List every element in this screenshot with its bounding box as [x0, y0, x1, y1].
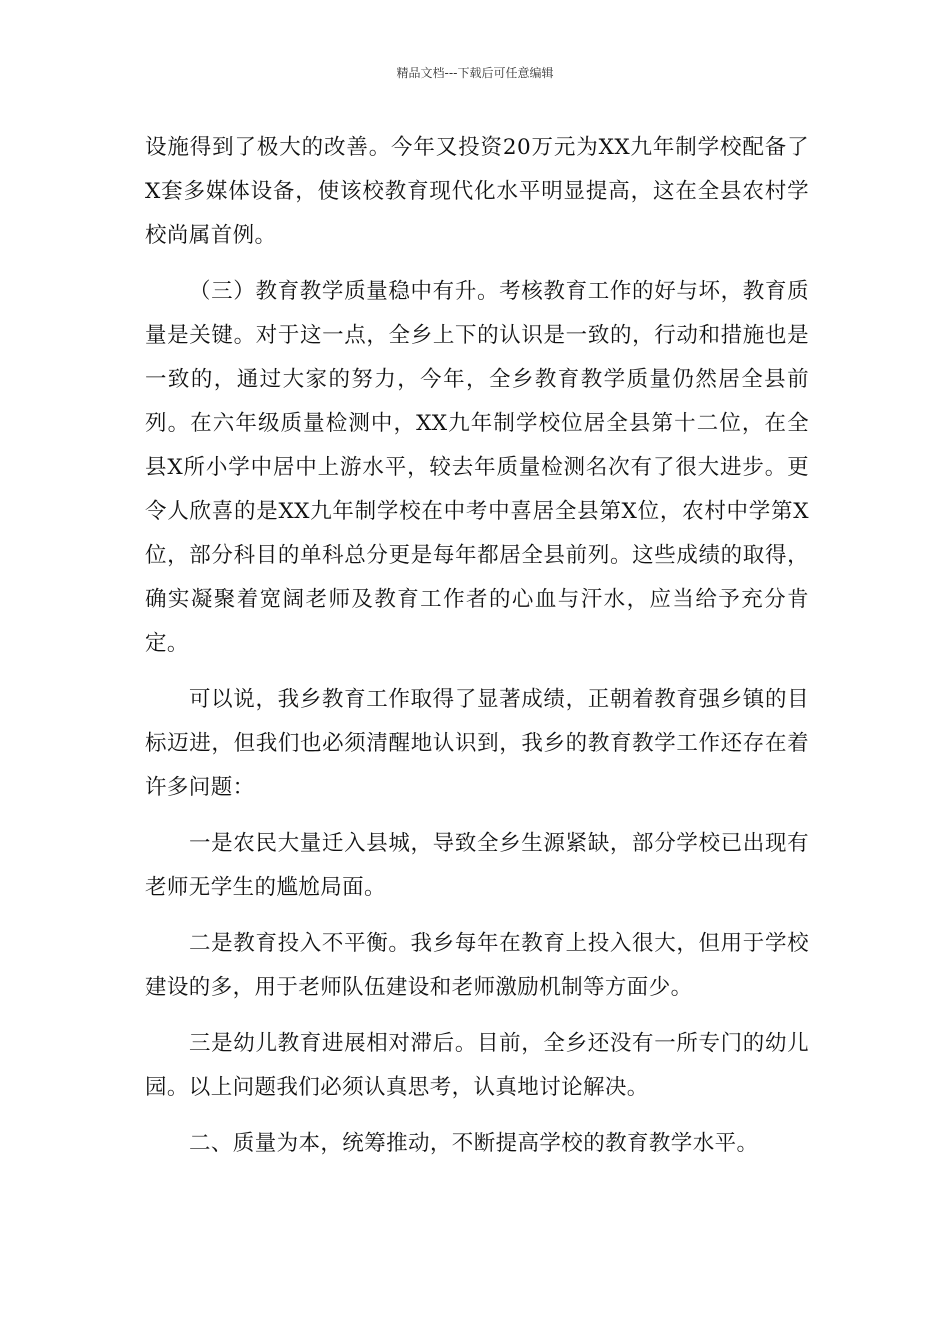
paragraph-continuation: 设施得到了极大的改善。今年又投资20万元为XX九年制学校配备了X套多媒体设备，使该校教育现代化水平明显提高，这在全县农村学校尚属首例。 — [145, 135, 809, 248]
section-heading: 二、质量为本，统筹推动，不断提高学校的教育教学水平。 — [189, 1131, 759, 1156]
paragraph-problem-3: 三是幼儿教育进展相对滞后。目前，全乡还没有一所专门的幼儿园。以上问题我们必须认真思考，认真地讨论解决。 — [145, 1031, 809, 1100]
paragraph-problem-2: 二是教育投入不平衡。我乡每年在教育上投入很大，但用于学校建设的多，用于老师队伍建设和老师激励机制等方面少。 — [145, 931, 809, 1000]
paragraph-quality: （三）教育教学质量稳中有升。考核教育工作的好与坏，教育质量是关键。对于这一点，全乡上下的认识是一致的，行动和措施也是一致的，通过大家的努力，今年，全乡教育教学质量仍然居全县前列。在六年级质量检测中，XX九年制学校位居全县第十二位，在全县X所小学中居中上游水平，较去年质量检测名次有了很大进步。更令人欣喜的是XX九年制学校在中考中喜居全县第X位，农村中学第X位，部分科目的单科总分更是每年都居全县前列。这些成绩的取得，确实凝聚着宽阔老师及教育工作者的心血与汗水，应当给予充分肯定。 — [145, 279, 809, 656]
document-body — [145, 126, 809, 1166]
paragraph-problem-1: 一是农民大量迁入县城，导致全乡生源紧缺，部分学校已出现有老师无学生的尴尬局面。 — [145, 831, 809, 900]
page-header: 精品文档---下载后可任意编辑 — [396, 66, 554, 80]
paragraph-problems-intro: 可以说，我乡教育工作取得了显著成绩，正朝着教育强乡镇的目标迈进，但我们也必须清醒地认识到，我乡的教育教学工作还存在着许多问题： — [145, 687, 809, 800]
